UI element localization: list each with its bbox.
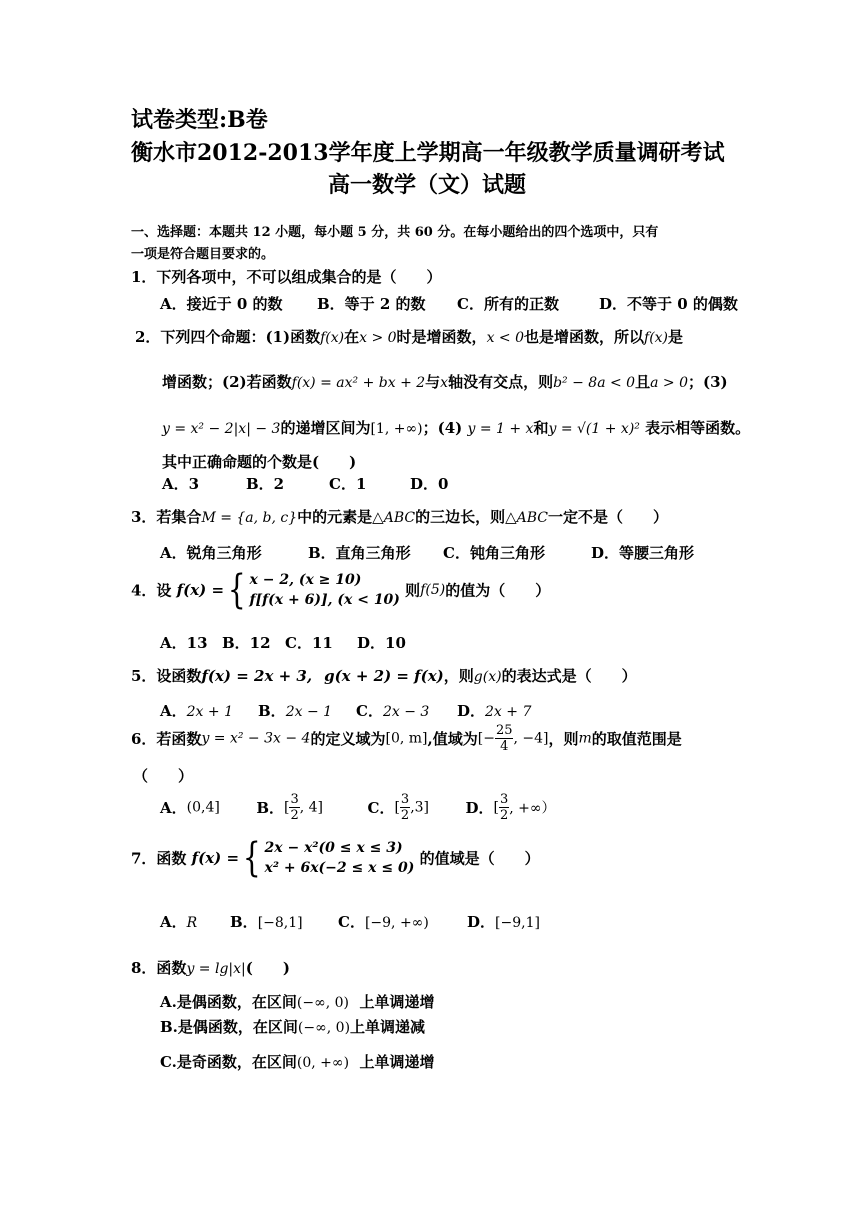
question-8-option-b: B.是偶函数，在区间(−∞, 0)上单调递减: [160, 1018, 426, 1036]
section-instruction-1: 一、选择题：本题共 12 小题，每小题 5 分，共 60 分。在每小题给出的四个选项中，只有: [131, 225, 659, 240]
question-8-option-c: C.是奇函数，在区间(0, +∞) 上单调递增: [160, 1053, 435, 1071]
question-1-option-b: B．等于 2 的数: [317, 295, 426, 313]
question-2-line-3: y = x² − 2|x| − 3的递增区间为[1, +∞)；(4) y = 1 + x和y = √(1 + x)² 表示相等函数。: [162, 419, 751, 437]
question-7-stem: 7．函数 f(x) ={ 2x − x²(0 ≤ x ≤ 3) x² + 6x(−2 ≤ x ≤ 0) 的值域是（ ）: [131, 835, 540, 881]
question-4-option-c: C．11: [285, 634, 333, 652]
question-2-line-4: 其中正确命题的个数是( ): [162, 453, 357, 471]
question-3-option-a: A．锐角三角形: [160, 544, 262, 562]
brace-icon: {: [227, 567, 246, 613]
question-5-option-d: D．2x + 7: [457, 702, 532, 720]
question-5-stem: 5．设函数f(x) = 2x + 3, g(x + 2) = f(x)，则g(x)的表达式是（ ）: [131, 667, 637, 685]
question-2-line-2: 增函数；(2)若函数f(x) = ax² + bx + 2与x轴没有交点，则b² − 8a < 0且a > 0；(3): [162, 373, 728, 391]
question-3-option-d: D．等腰三角形: [591, 544, 695, 562]
question-1-option-c: C．所有的正数: [457, 295, 559, 313]
question-6-options: A．(0,4] B．[ $\frac{3}{2}$ , 4] C．[ $\frac{3}{2}$ ,3] D．[ $\frac{3}{2}$ , +∞）: [160, 792, 556, 823]
question-8-option-a: A.是偶函数，在区间(−∞, 0) 上单调递增: [160, 993, 435, 1011]
question-7-option-c: C．[−9, +∞): [338, 913, 429, 931]
question-2-option-d: D．0: [410, 475, 449, 493]
subject-title: 高一数学（文）试题: [328, 172, 527, 198]
question-6-answer-paren: （ ）: [133, 767, 194, 785]
question-7-option-a: A．R: [160, 913, 198, 931]
question-1-option-d: D．不等于 0 的偶数: [599, 295, 738, 313]
question-5-option-a: A．2x + 1: [160, 702, 233, 720]
question-6-stem: 6．若函数y = x² − 3x − 4的定义域为[0, m],值域为[− $\frac{25}{4}$ , −4]，则m的取值范围是: [131, 723, 682, 754]
question-4-option-d: D．10: [357, 634, 406, 652]
question-4-option-a: A．13: [160, 634, 208, 652]
exam-type-line: 试卷类型:B卷: [131, 107, 268, 133]
question-7-option-b: B．[−8,1]: [230, 913, 303, 931]
question-5-option-c: C．2x − 3: [356, 702, 430, 720]
question-2-option-b: B．2: [246, 475, 285, 493]
question-3-stem: 3．若集合M = {a, b, c}中的元素是△ABC的三边长，则△ABC一定不是（ ）: [131, 508, 669, 526]
question-2-line-1: 2．下列四个命题：(1)函数f(x)在x > 0时是增函数，x < 0也是增函数，所以f(x)是: [135, 328, 684, 346]
section-instruction-2: 一项是符合题目要求的。: [131, 247, 275, 262]
question-8-stem: 8．函数y = lg|x|( ): [131, 959, 290, 977]
question-5-option-b: B．2x − 1: [258, 702, 333, 720]
question-1-stem: 1．下列各项中，不可以组成集合的是（ ）: [131, 268, 442, 286]
question-1-option-a: A．接近于 0 的数: [160, 295, 283, 313]
exam-title-line: 衡水市2012-2013学年度上学期高一年级教学质量调研考试: [131, 140, 725, 166]
question-3-option-c: C．钝角三角形: [443, 544, 545, 562]
question-7-option-d: D．[−9,1]: [467, 913, 540, 931]
question-4-option-b: B．12: [222, 634, 271, 652]
brace-icon: {: [242, 835, 261, 881]
question-2-option-a: A．3: [162, 475, 200, 493]
question-2-option-c: C．1: [329, 475, 367, 493]
question-3-option-b: B．直角三角形: [308, 544, 411, 562]
question-4-stem: 4．设 f(x) ={ x − 2, (x ≥ 10) f[f(x + 6)], (x < 10) 则f(5)的值为（ ）: [131, 567, 551, 613]
